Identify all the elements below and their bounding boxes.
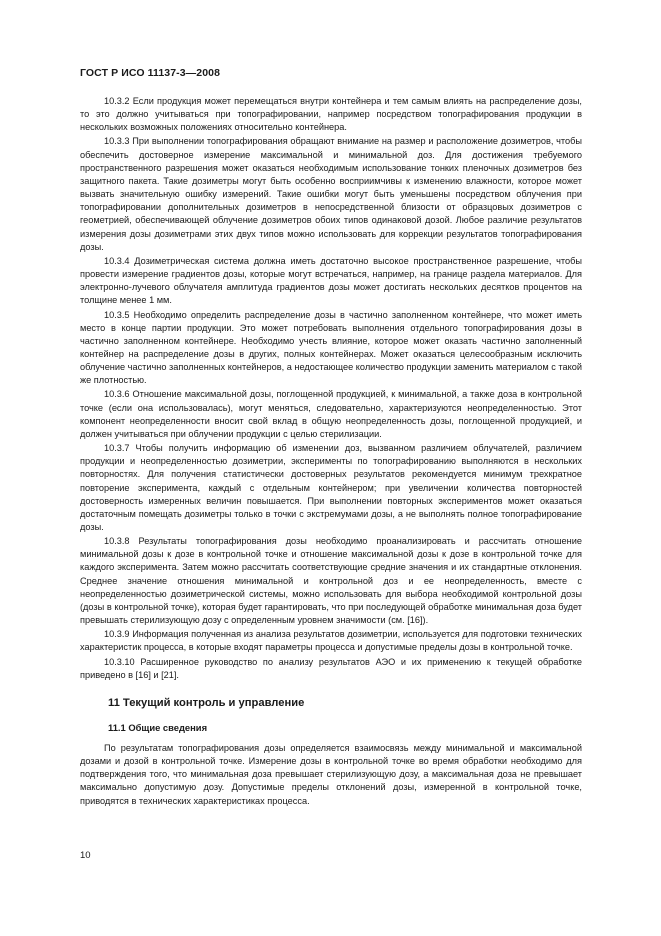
paragraph-10-3-2: 10.3.2 Если продукция может перемещаться внутри контейнера и тем самым влиять на распределение дозы, то это должно учитываться при топографировании, например посредством топографирования продукции в нескольких возможных положениях относительно контейнера. xyxy=(80,96,582,133)
paragraph-10-3-3: 10.3.3 При выполнении топографирования обращают внимание на размер и расположение дозиметров, чтобы обеспечить достоверное измерение максимальной и минимальной доз. Для достижения требуемого пространственного разрешения может оказаться необходимым использование тонких пленочных дозиметров без защитного пакета. Такие дозиметры могут быть особенно восприимчивы к изменению влажности, которое может вызвать значительную ошибку измерений. Такие ошибки могут быть уменьшены посредством облучения при топографировании дополнительных дозиметров в непосредственной близости от образцовых дозиметров с геометрией, обеспечивающей облучение дозиметров обоих типов одинаковой дозой. Любое различие результатов измерения дозы дозиметрами этих двух типов можно использовать для коррекции результатов топографирования дозы. xyxy=(80,136,582,252)
paragraph-10-3-9: 10.3.9 Информация полученная из анализа результатов дозиметрии, используется для подготовки технических характеристик процесса, в которые входят параметры процесса и допустимые пределы дозы в контрольной точке. xyxy=(80,629,582,653)
paragraph-10-3-10: 10.3.10 Расширенное руководство по анализу результатов АЭО и их применению к текущей обработке приведено в [16] и [21]. xyxy=(80,656,582,680)
paragraph-10-3-4: 10.3.4 Дозиметрическая система должна иметь достаточно высокое пространственное разрешение, чтобы провести измерение градиентов дозы, которые могут встречаться, например, на границе раздела материалов. Для электронно-лучевого облучателя амплитуда градиентов дозы может достигать нескольких десятков процентов на толщине менее 1 мм. xyxy=(80,255,582,306)
subsection-title: 11.1 Общие сведения xyxy=(108,721,208,733)
paragraph-10-3-8: 10.3.8 Результаты топографирования дозы необходимо проанализировать и рассчитать отношение минимальной дозы к дозе в контрольной точке и отношение максимальной дозы к дозе в контрольной точке для каждого эксперимента. Затем можно рассчитать соответствующие средние значения и их стандартные отклонения. Среднее значение отношения минимальной и контрольной доз и ее неопределенность, вместе с неопределенностью дозиметрической системы, можно использовать для выбора необходимой контрольной дозы (дозы в контрольной точке), которая будет гарантировать, что при последующей обработке минимальная доза будет превышать стерилизующую дозу с определенным уровнем значимости (см. [16]). xyxy=(80,536,582,626)
paragraph-10-3-6: 10.3.6 Отношение максимальной дозы, поглощенной продукцией, к минимальной, а также доза в контрольной точке (если она использовалась), могут меняться, следовательно, характеризуются неопределенностью. Этот компонент неопределенности вносит свой вклад в общую неопределенность дозы, поглощенной продукцией, и должен учитываться при облучении продукции с целью стерилизации. xyxy=(80,389,582,439)
document-body xyxy=(80,95,582,809)
paragraph-10-3-5: 10.3.5 Необходимо определить распределение дозы в частично заполненном контейнере, что может иметь место в конце партии продукции. Это может потребовать выполнения отдельного топографирования дозы в частично заполненном контейнере. Необходимо учесть влияние, которое может оказать частично заполненный контейнер на распределение дозы в других, полных контейнерах. Может оказаться целесообразным исключить облучение частично заполненных контейнеров, а недостающее количество продукции заменить материалом с такой же плотностью. xyxy=(80,309,582,386)
paragraph-11-1: По результатам топографирования дозы определяется взаимосвязь между минимальной и максимальной дозами и дозой в контрольной точке. Измерение дозы в контрольной точке во время обработки необходимо для подтверждения того, что минимальная доза превышает стерилизующую дозу, а максимальная доза не превышает максимально допустимую дозу. Допустимые пределы отклонений дозы, измеренной в контрольной точке, приводятся в технических характеристиках процесса. xyxy=(80,742,582,806)
section-title: 11 Текущий контроль и управление xyxy=(108,696,305,709)
paragraph-10-3-7: 10.3.7 Чтобы получить информацию об изменении доз, вызванном различием облучателей, различием продукции и неопределенностью дозиметрии, эксперименты по топографированию выполняются в нескольких повторностях. Для получения статистически достоверных результатов рекомендуется минимум трехкратное повторение эксперимента, каждый с отдельным контейнером; при увеличении количества повторностей достоверность измеренных величин повышается. При выполнении повторных экспериментов может оказаться достаточным помещать дозиметры только в точки с экстремумами дозы, а не выполнять полное топографирование дозы. xyxy=(80,443,582,532)
page-number: 10 xyxy=(80,850,91,861)
standard-code-header: ГОСТ Р ИСО 11137-3—2008 xyxy=(80,67,221,79)
